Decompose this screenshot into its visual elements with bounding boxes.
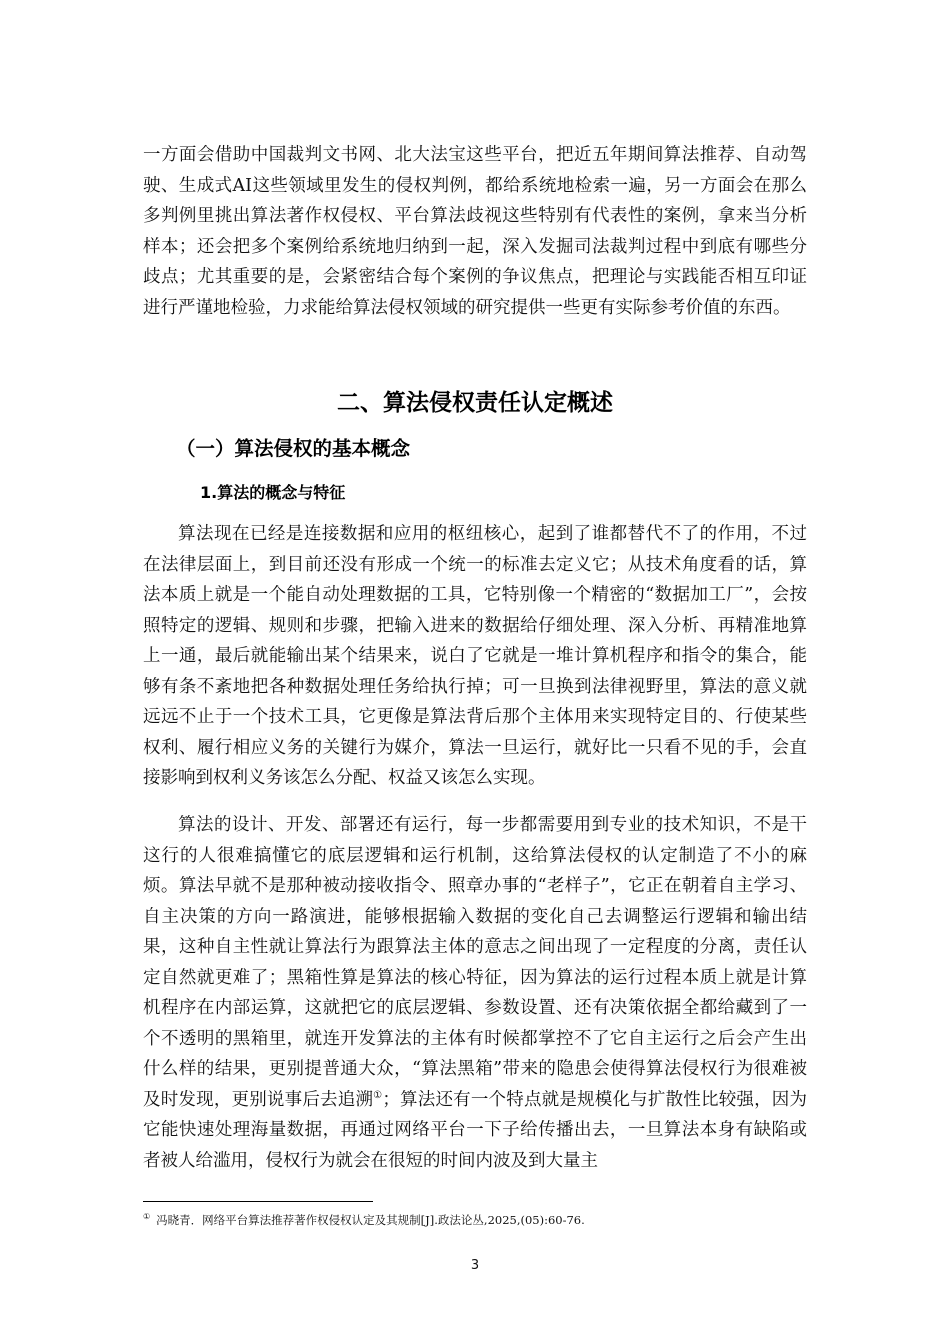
footnote-text: 冯晓青．网络平台算法推荐著作权侵权认定及其规制[J].政法论丛,2025,(05):60-76.	[156, 1213, 585, 1227]
paragraph-algorithm-concept: 算法现在已经是连接数据和应用的枢纽核心，起到了谁都替代不了的作用，不过在法律层面上，到目前还没有形成一个统一的标准去定义它；从技术角度看的话，算法本质上就是一个能自动处理数据的工具，它特别像一个精密的“数据加工厂”，会按照特定的逻辑、规则和步骤，把输入进来的数据给仔细处理、深入分析、再精准地算上一通，最后就能输出某个结果来，说白了它就是一堆计算机程序和指令的集合，能够有条不紊地把各种数据处理任务给执行掉；可一旦换到法律视野里，算法的意义就远远不止于一个技术工具，它更像是算法背后那个主体用来实现特定目的、行使某些权利、履行相应义务的关键行为媒介，算法一旦运行，就好比一只看不见的手，会直接影响到权利义务该怎么分配、权益又该怎么实现。	[143, 524, 807, 788]
section-heading: 二、算法侵权责任认定概述	[337, 390, 613, 416]
footnote-reference[interactable]: ①	[373, 1089, 383, 1101]
paragraph-text-part-2: ；算法还有一个特点就是规模化与扩散性比较强，因为它能快速处理海量数据，再通过网络平台一下子给传播出去，一旦算法本身有缺陷或者被人给滥用，侵权行为就会在很短的时间内波及到大量主	[143, 1089, 808, 1171]
footnote	[143, 1212, 807, 1228]
footnote-divider	[143, 1201, 373, 1202]
paragraph-intro-continuation: 一方面会借助中国裁判文书网、北大法宝这些平台，把近五年期间算法推荐、自动驾驶、生成式AI这些领域里发生的侵权判例，都给系统地检索一遍，另一方面会在那么多判例里挑出算法著作权侵权、平台算法歧视这些特别有代表性的案例，拿来当分析样本；还会把多个案例给系统地归纳到一起，深入发掘司法裁判过程中到底有哪些分歧点；尤其重要的是，会紧密结合每个案例的争议焦点，把理论与实践能否相互印证进行严谨地检验，力求能给算法侵权领域的研究提供一些更有实际参考价值的东西。	[143, 145, 807, 318]
sub-subsection-heading: 1.算法的概念与特征	[200, 483, 346, 502]
footnote-mark: ①	[143, 1212, 151, 1222]
paragraph-text-part-1: 算法的设计、开发、部署还有运行，每一步都需要用到专业的技术知识，不是干这行的人很难搞懂它的底层逻辑和运行机制，这给算法侵权的认定制造了不小的麻烦。算法早就不是那种被动接收指令、照章办事的“老样子”，它正在朝着自主学习、自主决策的方向一路演进，能够根据输入数据的变化自己去调整运行逻辑和输出结果，这种自主性就让算法行为跟算法主体的意志之间出现了一定程度的分离，责任认定自然就更难了；黑箱性算是算法的核心特征，因为算法的运行过程本质上就是计算机程序在内部运算，这就把它的底层逻辑、参数设置、还有决策依据全都给藏到了一个不透明的黑箱里，就连开发算法的主体有时候都掌控不了它自主运行之后会产生出什么样的结果，更别提普通大众，“算法黑箱”带来的隐患会使得算法侵权行为很难被及时发现，更别说事后去追溯	[143, 815, 807, 1110]
paragraph-algorithm-features	[143, 810, 807, 1176]
page-number: 3	[470, 1258, 480, 1273]
subsection-heading: （一）算法侵权的基本概念	[176, 437, 411, 460]
